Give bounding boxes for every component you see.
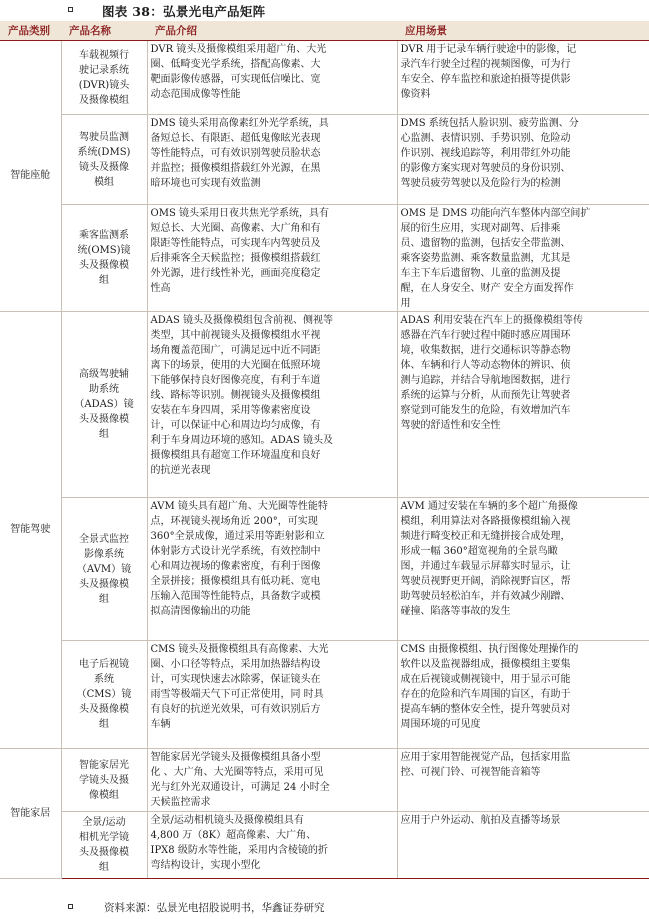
product-name-cell (61, 498, 147, 641)
product-intro-line: 并监控；摄像模组搭载红外光源，在黑 (150, 163, 321, 174)
product-intro-line: 靶面影像传感器，可实现低信噪比、宽 (150, 74, 321, 85)
product-intro-line: 4,800 万（8K）超高像素、大广角、 (150, 830, 317, 841)
product-intro-line: IPX8 级防水等性能，采用内含棱镜的折 (150, 845, 328, 856)
application-line: 碰撞、陷落等事故的发生 (400, 606, 511, 617)
application-line: 周围环境的可见度 (400, 719, 481, 730)
application-cell (397, 498, 649, 641)
application-cell (397, 312, 649, 498)
product-intro-line: 圈、低畸变光学系统，搭配高像素、大 (150, 59, 321, 70)
product-name-line: 镜头及摄像 (79, 161, 129, 173)
product-intro-line: 化 、大广角、大光圈等特点，采用可见 (150, 767, 324, 778)
product-name-line: 组 (99, 593, 109, 605)
product-name-line: 智能家居光 (79, 759, 129, 771)
product-intro-line: ADAS 镜头及摄像模组包含前视、侧视等 (150, 315, 333, 326)
figure-title-bar (0, 0, 649, 22)
application-line: 软件以及监视器组成，摄像模组主要集 (400, 659, 571, 670)
product-name-line: 头及摄像模 (79, 414, 129, 425)
product-name-line: （AVM）镜 (76, 563, 132, 575)
product-intro-line: 光与红外光双通设计，可满足 24 小时全 (150, 782, 330, 793)
header-application: 应用场景 (397, 21, 649, 41)
application-line: 的影像方案实现对驾驶员的身份识别、 (400, 163, 571, 174)
application-line: 应用于家用智能视觉产品，包括家用监 (400, 752, 571, 763)
product-intro-line: 全景/运动相机镜头及摄像模组具有 (150, 815, 304, 826)
product-name-line: 系统(DMS) (77, 146, 131, 158)
application-line: 模组，利用算法对各路摄像模组输入视 (400, 516, 571, 527)
category-label: 智能家居 (10, 807, 51, 819)
category-cell (0, 41, 61, 312)
square-bullet-icon (68, 904, 73, 909)
product-name-line: 统(OMS)镜 (77, 245, 131, 256)
product-intro-line: 有良好的抗逆光效果，可有效识别后方 (150, 704, 321, 715)
application-line: 用 (400, 298, 411, 309)
product-intro-line: 的抗逆光表现 (150, 465, 211, 476)
product-intro-cell (147, 41, 397, 115)
product-name-line: 头及摄像模 (79, 847, 129, 858)
table-row (0, 641, 649, 749)
application-line: 展的衍生应用，实现对副驾、后排乘 (400, 223, 561, 234)
product-intro-line: 外光源，进行线性补光，画面亮度稳定 (150, 268, 321, 279)
application-line: 驾驶的舒适性和安全性 (400, 420, 501, 431)
table-row (0, 115, 649, 205)
application-line: 系统的运算与分析，从而预先让驾驶者 (400, 390, 571, 401)
product-name-line: 组 (99, 275, 109, 286)
application-line: 应用于户外运动、航拍及直播等场景 (400, 815, 561, 826)
product-name-cell (61, 41, 147, 115)
product-name-line: 组 (99, 862, 109, 873)
product-name-line: 像模组 (89, 789, 119, 801)
product-intro-line: 备短总长、有限距、超低鬼像眩光表现 (150, 133, 321, 144)
application-line: 心监测、表情识别、手势识别、危险动 (400, 133, 571, 144)
application-line: 车安全、停车监控和旅途拍摄等提供影 (400, 74, 571, 85)
product-intro-line: 全景拼接；摄像模组具有低功耗、宽电 (150, 576, 321, 587)
application-line: 提高车辆的整体安全性，提升驾驶员对 (400, 704, 571, 715)
product-name-line: (DVR)镜头 (78, 79, 130, 91)
product-name-line: 组 (99, 429, 109, 440)
product-intro-line: 场角覆盖范围广，可满足远中近不同距 (150, 345, 321, 356)
product-name-line: （ADAS）镜 (74, 399, 134, 410)
product-intro-cell (147, 749, 397, 812)
application-line: 助驾驶员轻松泊车，并有效减少剐蹭、 (400, 591, 571, 602)
application-line: 乘客姿势监测、乘客数量监测，尤其是 (400, 253, 571, 264)
product-intro-line: 利于车身周边环境的感知。ADAS 镜头及 (150, 435, 333, 446)
product-intro-cell (147, 641, 397, 749)
product-intro-line: 360°全景成像，通过采用等距射影和立 (150, 531, 325, 542)
product-intro-line: 压输入范围等性能特点，具备数字或模 (150, 591, 321, 602)
product-name-line: 头及摄像模 (79, 704, 129, 715)
application-line: 作识别、视线追踪等，利用带红外功能 (400, 148, 571, 159)
source-text: 资料来源：弘景光电招股说明书，华鑫证券研究 (104, 902, 325, 914)
product-intro-cell (147, 812, 397, 879)
product-name-line: 车载视频行 (79, 49, 129, 61)
product-intro-line: DMS 镜头采用高像素红外光学系统，具 (150, 118, 329, 129)
product-intro-line: 计，可实现快速去冰除雾，保证镜头在 (150, 674, 321, 685)
product-intro-line: AVM 镜头具有超广角、大光圈等性能特 (150, 501, 328, 512)
product-intro-line: 摄像模组具有超宽工作环境温度和良好 (150, 450, 321, 461)
application-cell (397, 115, 649, 205)
product-intro-line: DVR 镜头及摄像模组采用超广角、大光 (150, 44, 327, 55)
application-line: 像资料 (400, 89, 431, 100)
product-intro-cell (147, 312, 397, 498)
application-line: 频进行畸变校正和无缝拼接合成处理， (400, 531, 571, 542)
product-intro-line: 体射影方式设计光学系统，有效控制中 (150, 546, 321, 557)
header-category: 产品类别 (0, 21, 61, 41)
product-name-cell (61, 641, 147, 749)
application-cell (397, 749, 649, 812)
table-header-row (0, 21, 649, 41)
application-cell (397, 812, 649, 879)
application-line: 车主下车后遗留物、儿童的监测及提 (400, 268, 561, 279)
table-row (0, 41, 649, 115)
application-line: 成在后视镜或侧视镜中，用于显示可能 (400, 674, 571, 685)
application-line: 形成一幅 360°超宽视角的全景鸟瞰 (400, 546, 558, 557)
category-cell (0, 312, 61, 749)
table-body (0, 41, 649, 879)
product-intro-line: CMS 镜头及摄像模组具有高像素、大光 (150, 644, 329, 655)
product-intro-line: 离下的场景，使用的大光圈在低照环境 (150, 360, 321, 371)
application-line: 察觉到可能发生的危险，有效增加汽车 (400, 405, 571, 416)
product-intro-cell (147, 115, 397, 205)
product-name-line: 助系统 (89, 384, 119, 395)
product-name-line: 全景式监控 (79, 533, 129, 545)
application-line: ADAS 利用安装在汽车上的摄像模组等传 (400, 315, 583, 326)
product-name-line: 模组 (94, 176, 114, 188)
category-label: 智能驾驶 (10, 524, 51, 535)
application-line: 感器在汽车行驶过程中随时感应周围环 (400, 330, 571, 341)
product-intro-line: 点，环视镜头视场角近 200°，可实现 (150, 516, 318, 527)
product-intro-line: 性高 (150, 283, 171, 294)
product-name-cell (61, 812, 147, 879)
application-line: 存在的危险和汽车周围的盲区，有助于 (400, 689, 571, 700)
header-product-name: 产品名称 (61, 21, 147, 41)
product-intro-line: OMS 镜头采用日夜共焦光学系统，具有 (150, 208, 329, 219)
table-row (0, 498, 649, 641)
product-name-cell (61, 115, 147, 205)
table-row (0, 812, 649, 879)
product-intro-line: 动态范围成像等性能 (150, 89, 241, 100)
product-intro-line: 车辆 (150, 719, 171, 730)
product-intro-line: 安装在车身四周，采用等像素密度设 (150, 405, 311, 416)
product-name-line: 及摄像模组 (79, 94, 129, 106)
application-cell (397, 205, 649, 312)
application-line: 驾驶员视野更开阔，消除视野盲区，帮 (400, 576, 571, 587)
product-name-cell (61, 312, 147, 498)
product-intro-line: 线、路标等识别。侧视镜头及摄像模组 (150, 390, 321, 401)
product-name-line: 组 (99, 719, 109, 730)
product-intro-cell (147, 498, 397, 641)
application-line: 控、可视门铃、可视智能音箱等 (400, 767, 541, 778)
product-name-line: 高级驾驶辅 (79, 369, 129, 380)
application-cell (397, 41, 649, 115)
application-line: 驾驶员疲劳驾驶以及危险行为的检测 (400, 178, 561, 189)
application-line: 境，收集数据，进行交通标识等静态物 (400, 345, 571, 356)
application-line: 图，并通过车载显示屏幕实时显示，让 (400, 561, 571, 572)
product-name-line: 学镜头及摄 (79, 774, 129, 786)
category-cell (0, 749, 61, 879)
product-name-line: 头及摄像模 (79, 260, 129, 271)
application-line: OMS 是 DMS 功能向汽车整体内部空间扩 (400, 208, 591, 219)
product-name-line: 驾驶员监测 (79, 131, 129, 143)
product-name-line: 头及摄像模 (79, 578, 129, 590)
product-name-line: 全景/运动 (82, 817, 126, 828)
application-line: 测与追踪，并结合导航地图数据，进行 (400, 375, 571, 386)
product-intro-line: 拟高清图像输出的功能 (150, 606, 251, 617)
application-cell (397, 641, 649, 749)
product-intro-line: 短总长、大光圈、高像素、大广角和有 (150, 223, 321, 234)
table-row (0, 312, 649, 498)
product-intro-line: 限距等性能特点，可实现车内驾驶员及 (150, 238, 321, 249)
product-intro-line: 雨雪等极端天气下可正常使用，同 时具 (150, 689, 324, 700)
product-intro-line: 暗环境也可实现有效监测 (150, 178, 261, 189)
product-name-line: 影像系统 (84, 548, 124, 560)
product-matrix-table (0, 21, 649, 879)
product-name-cell (61, 205, 147, 312)
product-intro-line: 等性能特点，可有效识别驾驶员脸状态 (150, 148, 321, 159)
table-row (0, 749, 649, 812)
product-intro-line: 智能家居光学镜头及摄像模组具备小型 (150, 752, 321, 763)
product-name-line: （CMS）镜 (76, 689, 132, 700)
application-line: DMS 系统包括人脸识别、疲劳监测、分 (400, 118, 579, 129)
application-line: 醒，在人身安全、财产 安全方面发挥作 (400, 283, 574, 294)
table-row (0, 205, 649, 312)
application-line: 体、车辆和行人等动态物体的辨识、侦 (400, 360, 571, 371)
product-intro-line: 弯结构设计，实现小型化 (150, 860, 261, 871)
source-note (0, 897, 649, 917)
product-name-line: 电子后视镜 (79, 659, 129, 670)
square-bullet-icon (68, 7, 73, 12)
application-line: DVR 用于记录车辆行驶途中的影像，记 (400, 44, 577, 55)
product-name-line: 驶记录系统 (79, 64, 129, 76)
application-line: CMS 由摄像模组、执行图像处理操作的 (400, 644, 579, 655)
product-intro-line: 后排乘客全天候监控；摄像模组搭载红 (150, 253, 321, 264)
product-name-line: 乘客监测系 (79, 230, 129, 241)
category-label: 智能座舱 (10, 170, 51, 181)
application-line: AVM 通过安装在车辆的多个超广角摄像 (400, 501, 578, 512)
product-intro-cell (147, 205, 397, 312)
figure-title: 图表 38：弘景光电产品矩阵 (102, 4, 266, 19)
product-intro-line: 圈、小口径等特点，采用加热器结构设 (150, 659, 321, 670)
product-name-cell (61, 749, 147, 812)
product-intro-line: 天候监控需求 (150, 797, 211, 808)
product-intro-line: 计，可以保证中心和周边均匀成像，有 (150, 420, 321, 431)
header-product-intro: 产品介绍 (147, 21, 397, 41)
product-name-line: 相机光学镜 (79, 832, 129, 843)
product-name-line: 系统 (94, 674, 114, 685)
product-intro-line: 心和周边视场的像素密度，有利于图像 (150, 561, 321, 572)
application-line: 录汽车行驶全过程的视频图像，可为行 (400, 59, 571, 70)
application-line: 员、遗留物的监测，包括安全带监测、 (400, 238, 571, 249)
product-intro-line: 下能够保持良好图像亮度，有利于车道 (150, 375, 321, 386)
product-intro-line: 类型，其中前视镜头及摄像模组水平视 (150, 330, 321, 341)
